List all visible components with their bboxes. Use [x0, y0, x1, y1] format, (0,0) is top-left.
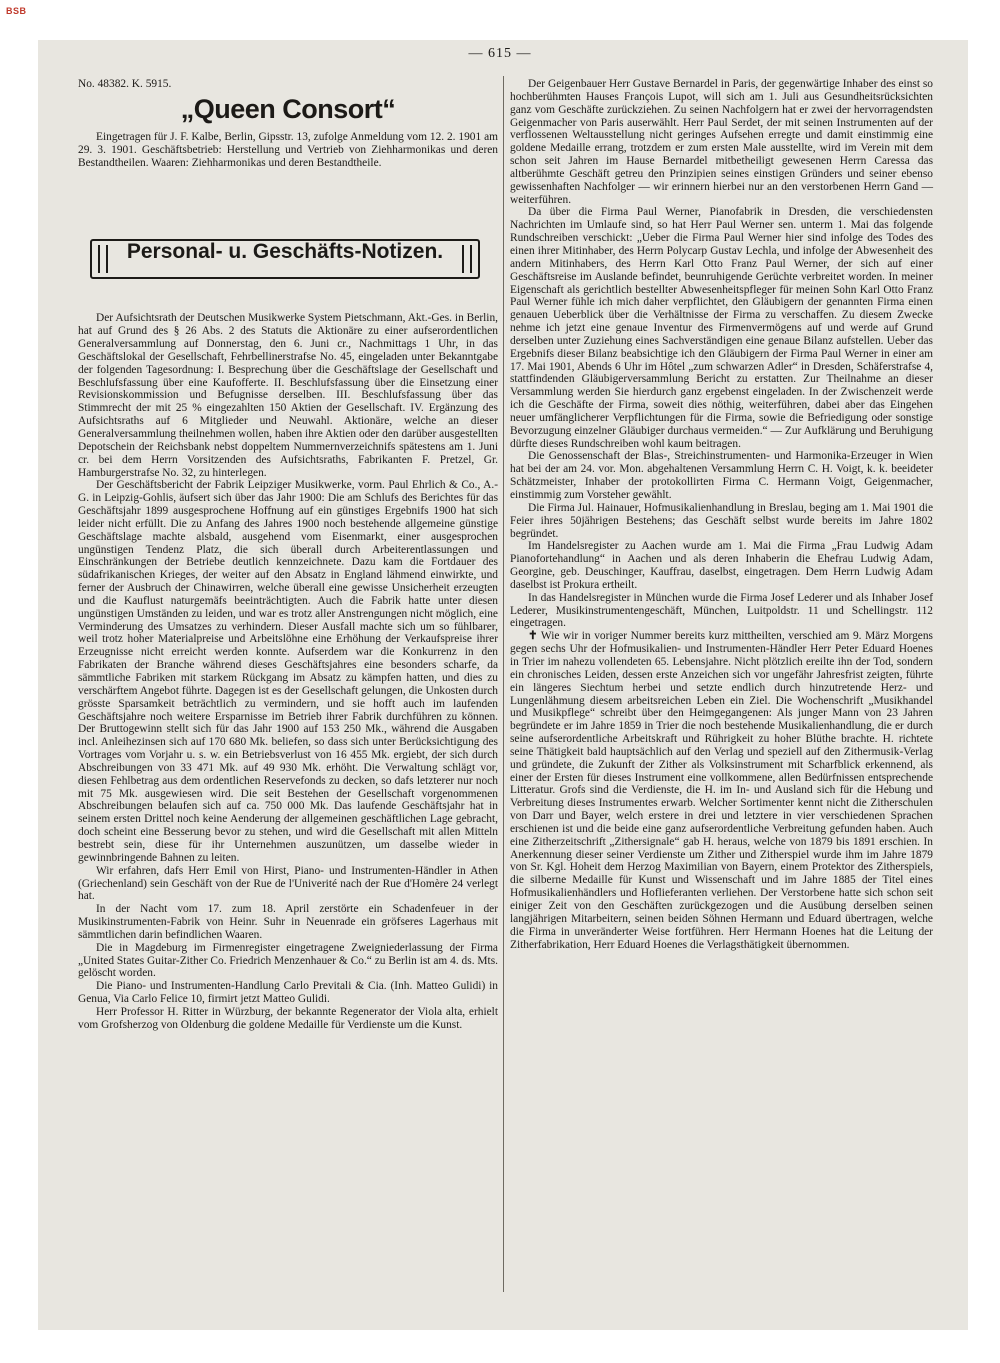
registration-number: No. 48382. K. 5915. — [78, 78, 172, 90]
article-paragraph: Die Genossenschaft der Blas-, Streichinstrumenten- und Harmonika-Erzeuger in Wien hat bei der am 24. vor. Mon. abgehaltenen Versammlung Herrn C. H. Voigt, k. k. beeideter Schätzmeister, Inhaber der protokollirten Firma C. Hermann Voigt, Geigenmacher, einstimmig zum Vorsteher gewählt. — [510, 450, 933, 501]
obituary-paragraph — [510, 630, 933, 951]
article-paragraph: Die Firma Jul. Hainauer, Hofmusikalienhandlung in Breslau, beging am 1. Mai 1901 die Feier ihres 50jährigen Bestehens; das Geschäft selbst wurde bereits im Jahre 1802 begründet. — [510, 501, 933, 540]
article-paragraph: Der Geschäftsbericht der Fabrik Leipziger Musikwerke, vorm. Paul Ehrlich & Co., A.-G. in Leipzig-Gohlis, äufsert sich über das Jahr 1900: Die am Schlufs des Berichtes für das Geschäftsjahr 1899 ausgesprochene Hoffnung auf ein günstiges Ergebnifs 1900 hat sich leider nicht erfüllt. Die zu Anfang des Jahres 1900 noch bestehende allgemeine günstige Geschäftslage machte alsbald, ausgehend vom Eisenmarkt, einer ausgesprochen ungünstigen Tendenz Platz, die sich überall durch Arbeiterentlassungen und Einschränkungen der Betriebe deutlich kennzeichnete. Dazu kam die Fortdauer des südafrikanischen Krieges, der weiter auf den Absatz in England lähmend einwirkte, und ferner der Ausbruch der Chinawirren, welche überall eine gewisse Unsicherheit erzeugten und die Kauflust naturgemäfs beeinträchtigten. Auch die Fabrik hatte unter diesen ungünstigen Umständen zu leiden, und war es trotz aller Anstrengungen nicht möglich, eine Verminderung des Umsatzes zu verhindern. Dieser Ausfall machte sich um so fühlbarer, weil trotz hoher Materialpreise und Arbeitslöhne eine Erhöhung der Verkaufspreise ihrer Erzeugnisse nicht erreicht werden konnte. Aufserdem war die Konkurrenz in den Fabrikaten der Branche während dieses Geschäftsjahres eine besonders scharfe, da sämmtliche Fabriken mit starkem Rückgang im Absatz zu kämpfen hatten, und dies zu verschärftem Angebot führte. Dagegen ist es der Gesellschaft gelungen, die Unkosten durch grösste Sparsamkeit beträchtlich zu vermindern, und sie hofft auch im laufenden Geschäftsjahre noch weitere Ersparnisse im Betrieb ihrer Fabrik durchführen zu können. Der Bruttogewinn stellt sich für das Jahr 1900 auf 153 250 Mk., während die Ausgaben incl. Anleihezinsen sich auf 170 680 Mk. beliefen, so dass sich unter Berücksichtigung des Vortrages vom Vorjahr u. s. w. ein Betriebsverlust von 16 455 Mk. ergiebt, der sich durch Abschreibungen von 33 471 Mk. auf 49 930 Mk. erhöht. Die Verwaltung schlägt vor, diesen Fehlbetrag aus dem ordentlichen Reservefonds zu decken, so dafs letzterer nur noch mit 75 Mk. ausgewiesen wird. Die seit Bestehen der Gesellschaft vorgenommenen Abschreibungen belaufen sich auf ca. 750 000 Mk. Das laufende Geschäftsjahr hat in seinem ersten Drittel noch keine Aenderung der allgemeinen geschäftlichen Lage gebracht, doch scheint eine Besserung bevor zu stehen, und wird die Gesellschaft mit allen Mitteln bestrebt sein, diese für ihr Unternehmen auszunützen, um dasselbe wieder in gewinnbringende Bahnen zu leiten. — [78, 479, 498, 864]
cross-icon: ✝ — [528, 630, 538, 643]
library-watermark: BSB — [6, 6, 27, 16]
article-paragraph: Da über die Firma Paul Werner, Pianofabrik in Dresden, die verschiedensten Nachrichten im Umlaufe sind, so hat Herr Paul Werner sen. unterm 1. Mai das folgende Rundschreiben verschickt: „Ueber die Firma Paul Werner hier sind infolge des Todes des einen ihrer Mitinhaber, des Herrn Polycarp Gustav Lechla, und infolge der Abwesenheit des andern Mitinhabers, des Herrn Karl Otto Franz Paul Werner, der sich auf einer Geschäftsreise im Auslande befindet, beunruhigende Gerüchte verbreitet worden. In meiner Eigenschaft als gerichtlich bestellter Abwesenheitspfleger für meinen Sohn Karl Otto Franz Paul Werner fühle ich mich daher verpflichtet, den Gläubigern der genannten Firma einen genauen Ueberblick über die Verhältnisse der Firma zu verschaffen. Zu diesem Zwecke nehme ich jetzt eine genaue Inventur des Firmenvermögens auf und werde auf Grund derselben unter Zuziehung eines Sachverständigen eine genaue Bilanz aufstellen. Ueber das Ergebnifs dieser Bilanz beabsichtige ich den Gläubigern der Firma Paul Werner in einer am 17. Mai 1901, Abends 6 Uhr im Hôtel „zum schwarzen Adler“ in Dresden, Schäferstrafse 4, stattfindenden Gläubigerversammlung Bericht zu erstatten. Zur Theilnahme an dieser Versammlung werden Sie hierdurch ganz ergebenst eingeladen. In der Zwischenzeit werde ich die Geschäfte der Firma, soweit dies nöthig, weiterführen, dabei aber das Eingehen neuer umfänglicherer Verpflichtungen für die Firma, sowie die Befriedigung oder sonstige Bevorzugung einzelner Gläubiger durchaus vermeiden.“ — Zur Aufklärung und Beruhigung dürfte dieses Rundschreiben wohl kaum beitragen. — [510, 206, 933, 450]
left-column — [78, 78, 498, 1032]
column-rule — [503, 76, 504, 1292]
section-heading-box — [90, 239, 480, 279]
section-heading: Personal- u. Geschäfts-Notizen. — [126, 240, 444, 264]
article-paragraph: Herr Professor H. Ritter in Würzburg, der bekannte Regenerator der Viola alta, erhielt vom Grofsherzog von Oldenburg die goldene Medaille für Verdienste um die Kunst. — [78, 1005, 498, 1031]
page-number: — 615 — — [468, 46, 532, 61]
registration-text: Eingetragen für J. F. Kalbe, Berlin, Gipsstr. 13, zufolge Anmeldung vom 12. 2. 1901 am 29. 3. 1901. Geschäftsbetrieb: Herstellung und Vertrieb von Ziehharmonikas und deren Bestandtheilen. Waaren: Ziehharmonikas und deren Bestandtheile. — [78, 130, 498, 169]
article-paragraph: Der Geigenbauer Herr Gustave Bernardel in Paris, der gegenwärtige Inhaber des einst so hochberühmten Hauses François Lupot, will sich am 1. Juli aus Gesundheitsrücksichten ganz vom Geschäfte zurückziehen. Zu seinen Nachfolgern hat er zwei der hervorragendsten Geigenmacher von Paris auserwählt. Herr Paul Serdet, der mit seinen Instrumenten auf der verflossenen Weltausstellung nicht geringes Aufsehen erregte und damit einstimmig eine goldene Medaille errang, trotzdem er zum ersten Male ausstellte, wird im Verein mit dem schon seit Jahren im Hause Bernardel mitbetheiligt gewesenen Herrn Caressa das altberühmte Geschäft getreu den Prinzipien seines einstigen Gründers und seiner ebenso gewissenhaften Nachfolger — wir erinnern hierbei nur an den verstorbenen Herrn Gand — weiterführen. — [510, 78, 933, 206]
article-paragraph: Im Handelsregister zu Aachen wurde am 1. Mai die Firma „Frau Ludwig Adam Pianofortehandlung“ in Aachen und als deren Inhaberin die Ehefrau Ludwig Adam, Georgine, geb. Deuschinger, Kauffrau, daselbst, eingetragen. Dem Herrn Ludwig Adam daselbst ist Prokura ertheilt. — [510, 540, 933, 591]
article-paragraph: Die in Magdeburg im Firmenregister eingetragene Zweigniederlassung der Firma „United States Guitar-Zither Co. Friedrich Menzenhauer & Co.“ zu Berlin ist am 4. ds. Mts. gelöscht worden. — [78, 941, 498, 980]
right-column — [510, 78, 933, 951]
article-paragraph: Der Aufsichtsrath der Deutschen Musikwerke System Pietschmann, Akt.-Ges. in Berlin, hat auf Grund des § 26 Abs. 2 des Statuts die Aktionäre zu einer aufserordentlichen Generalversammlung auf Donnerstag, den 6. Juni cr., Nachmittags 1 Uhr, in das Geschäftslokal der Gesellschaft, Fehrbellinerstrafse No. 45, eingeladen unter Bekanntgabe der folgenden Tagesordnung: I. Besprechung über die Geschäftslage der Gesellschaft und Beschlufsfassung über eine Kaufofferte. II. Beschlufsfassung über die Einsetzung einer Revisionskommission und Befugnisse derselben. III. Beschlufsfassung über das Stimmrecht der mit 25 % eingezahlten 150 Aktien der Gesellschaft. IV. Ergänzung des Aufsichtsraths auf 6 Mitglieder und Neuwahl. Aktionäre, welche an dieser Generalversammlung theilnehmen wollen, haben ihre Aktien oder den darüber ausgestellten Depotschein der Reichsbank nebst doppeltem Nummernverzeichnifs spätestens am 1. Juni cr. bei dem Herrn Vorsitzenden des Aufsichtsraths, Fabrikanten F. Pretzel, Gr. Hamburgerstrafse No. 32, zu hinterlegen. — [78, 312, 498, 479]
obituary-text: Wie wir in voriger Nummer bereits kurz mittheilten, verschied am 9. März Morgens gegen sechs Uhr der Hofmusikalien- und Instrumenten-Händler Herr Peter Eduard Hoenes in Trier im nahezu vollendeten 65. Lebensjahre. Nicht plötzlich ereilte ihn der Tod, sondern ein chronisches Leiden, dessen erste Anzeichen sich vor ungefähr Jahresfrist zeigten, führte ein längeres Siechtum herbei und setzte endlich durch hinzutretende Herz- und Lungenlähmung diesem arbeitsreichen Leben ein Ziel. Die Wochenschrift „Musikhandel und Musikpflege“ schreibt über den Heimgegangenen: Als junger Mann von 23 Jahren begründete er im Jahre 1859 in Trier die noch bestehende Musikalienhandlung, die er durch seine aufserordentliche Arbeitskraft und Rührigkeit zu hoher Blüthe brachte. H. richtete seine Thätigkeit bald hauptsächlich auf den Verlag und speziell auf den Zithermusik-Verlag und gründete, die Zukunft der Zither als Volksinstrument mit Scharfblick erkennend, als einer der Ersten für dieses Instrument eine vollkommene, allen Bedürfnissen entsprechende Litteratur. Grofs sind die Verdienste, die H. im In- und Ausland sich für die Hebung und Verbreitung dieses Instrumentes erwarb. Welcher Sortimenter kennt nicht die Zitherschulen von Darr und Bayer, welch erstere in drei und letztere in vier verschiedenen Sprachen erschienen ist und die beide eine ganz aufserordentliche Verbreitung gefunden haben. Auch eine Zitherzeitschrift „Zithersignale“ gab H. heraus, welche von 1879 bis 1891 erschien. In Anerkennung dieser seiner Verdienste um Zither und Zitherspiel wurde ihm im Jahre 1879 von Sr. Kgl. Hoheit dem Herzog Maximilian von Bayern, einem Protektor des Zitherspiels, die silberne Medaille für Kunst und Wissenschaft und im Jahre 1885 der Titel eines Hofmusikalienhändlers und Hoflieferanten verliehen. Der Verstorbene hatte sich schon seit einiger Zeit von den Geschäften zurückgezogen und die Ausübung derselben seinen langjährigen Mitarbeitern, seinen beiden Söhnen Hermann und Eduard übertragen, welche die Firma in unveränderter Weise fortführen. Herr Hermann Hoenes hat die Leitung der Zitherfabrikation, Herr Eduard Hoenes die Verlagsthätigkeit übernommen. — [510, 630, 933, 951]
article-paragraph: Die Piano- und Instrumenten-Handlung Carlo Previtali & Cia. (Inh. Matteo Gulidi) in Genua, Via Carlo Felice 10, firmirt jetzt Matteo Gulidi. — [78, 980, 498, 1006]
trademark-title: „Queen Consort“ — [180, 93, 396, 124]
article-paragraph: Wir erfahren, dafs Herr Emil von Hirst, Piano- und Instrumenten-Händler in Athen (Griechenland) sein Geschäft von der Rue de l'Univerité nach der Rue d'Homère 24 verlegt hat. — [78, 864, 498, 903]
article-paragraph: In der Nacht vom 17. zum 18. April zerstörte ein Schadenfeuer in der Musikinstrumenten-Fabrik von Heinr. Suhr in Neuenrade ein gröfseres Lagerhaus mit sämmtlichen darin befindlichen Waaren. — [78, 903, 498, 941]
article-paragraph: In das Handelsregister in München wurde die Firma Josef Lederer und als Inhaber Josef Lederer, Musikinstrumentengeschäft, München, Luitpoldstr. 11 und Schellingstr. 112 eingetragen. — [510, 591, 933, 630]
